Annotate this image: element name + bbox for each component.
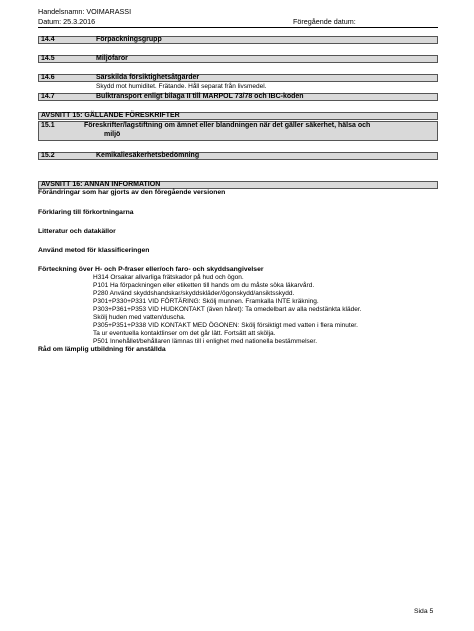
section-14-5-title: Miljöfaror xyxy=(96,55,128,62)
classification-method-heading: Använd metod för klassificeringen xyxy=(38,247,150,254)
phrase-line: P280 Använd skyddshandskar/skyddskläder/ögonskydd/ansiktsskydd. xyxy=(93,290,295,297)
product-name: Handelsnamn: VOIMARASSI xyxy=(38,7,132,16)
section-14-7-title: Bulktransport enligt bilaga II till MARPOL 73/78 och IBC-koden xyxy=(96,93,304,100)
changes-heading: Förändringar som har gjorts av den föregående versionen xyxy=(38,189,226,196)
section-14-6-text: Skydd mot humiditet. Frätande. Håll separat från livsmedel. xyxy=(96,83,267,90)
training-heading: Råd om lämplig utbildning för anställda xyxy=(38,346,166,353)
phrase-line: H314 Orsakar allvarliga frätskador på hud och ögon. xyxy=(93,274,244,281)
previous-date: Föregående datum: xyxy=(293,17,356,26)
phrase-line: P303+P361+P353 VID HUDKONTAKT (även håret): Ta omedelbart av alla nedstänkta kläder. xyxy=(93,306,362,313)
phrase-line: P101 Ha förpackningen eller etiketten till hands om du måste söka läkarvård. xyxy=(93,282,315,289)
section-15-2-title: Kemikaliesäkerhetsbedömning xyxy=(96,152,200,159)
section-14-5-number: 14.5 xyxy=(41,55,55,62)
section-15-1-number: 15.1 xyxy=(41,122,55,129)
section-14-6-number: 14.6 xyxy=(41,74,55,81)
phrase-line: P501 Innehållet/behållaren lämnas till i enlighet med nationella bestämmelser. xyxy=(93,338,318,345)
document-date: Datum: 25.3.2016 xyxy=(38,17,96,26)
section-15-1-title-line1: Föreskrifter/lagstiftning om ämnet eller blandningen när det gäller säkerhet, hälsa och xyxy=(84,122,371,129)
phrase-line: P305+P351+P338 VID KONTAKT MED ÖGONEN: Skölj försiktigt med vatten i flera minuter. xyxy=(93,322,358,329)
phrase-line: P301+P330+P331 VID FÖRTÄRING: Skölj munnen. Framkalla INTE kräkning. xyxy=(93,298,319,305)
section-14-4-title: Förpackningsgrupp xyxy=(96,36,162,43)
literature-heading: Litteratur och datakällor xyxy=(38,228,116,235)
abbreviations-heading: Förklaring till förkortningarna xyxy=(38,209,134,216)
phrase-line: Ta ur eventuella kontaktlinser om det går lätt. Fortsätt att skölja. xyxy=(93,330,276,337)
page-number: Sida 5 xyxy=(414,608,434,615)
section-15-heading: AVSNITT 15: GÄLLANDE FÖRESKRIFTER xyxy=(41,112,180,119)
phrases-heading: Förteckning över H- och P-fraser eller/och faro- och skyddsangivelser xyxy=(38,266,264,273)
section-15-2-number: 15.2 xyxy=(41,152,55,159)
section-15-1-title-line2: miljö xyxy=(104,131,121,138)
section-14-7-number: 14.7 xyxy=(41,93,55,100)
section-16-heading: AVSNITT 16: ANNAN INFORMATION xyxy=(41,181,161,188)
section-14-4-number: 14.4 xyxy=(41,36,55,43)
section-14-6-title: Särskilda försiktighetsåtgärder xyxy=(96,74,200,81)
phrase-line: Skölj huden med vatten/duscha. xyxy=(93,314,186,321)
header-divider xyxy=(38,27,438,28)
